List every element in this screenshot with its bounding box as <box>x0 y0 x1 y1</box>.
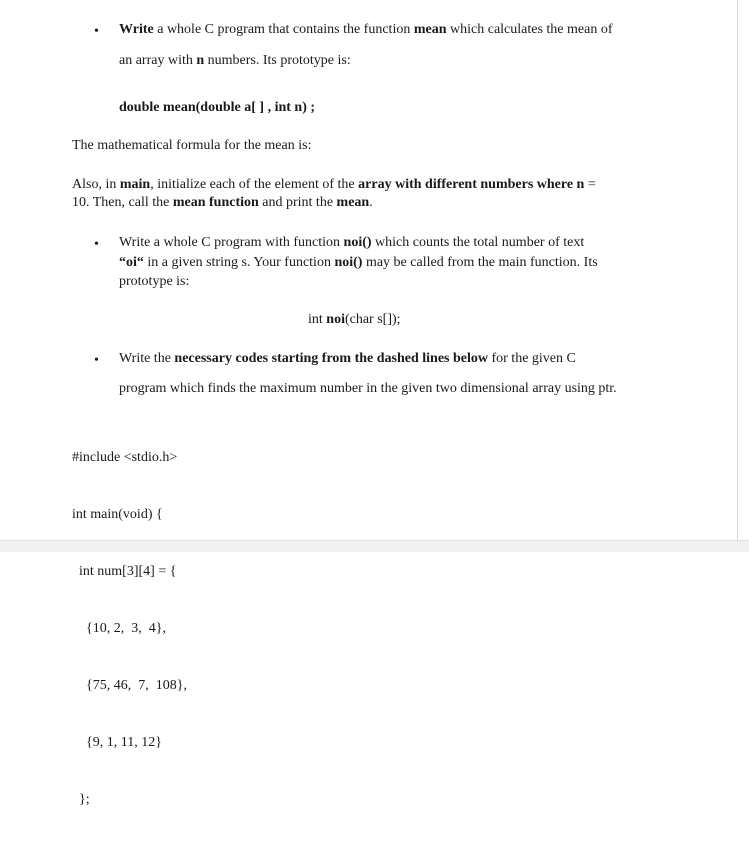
q3-line2: program which finds the maximum number in the given two dimensional array using ptr. <box>119 381 617 396</box>
q1-write-word: Write <box>119 22 154 37</box>
bullet-q1: • <box>94 24 99 39</box>
q1-mean-word: mean <box>413 22 447 37</box>
q2-line3: prototype is: <box>119 274 190 289</box>
q2-proto-noi: noi <box>326 312 345 327</box>
also-text-b: , initialize each of the element of the <box>150 177 359 192</box>
code-line: {10, 2, 3, 4}, <box>72 621 166 636</box>
q1-n-word: n <box>196 53 205 68</box>
q1-text-d: numbers. Its prototype is: <box>204 53 351 68</box>
code-line: int num[3][4] = { <box>72 564 177 579</box>
q2-noi-word-2: noi() <box>334 255 363 270</box>
q3-text-b: for the given C <box>487 351 576 366</box>
q1-prototype-text: double mean(double a[ ] , int n) ; <box>119 100 316 115</box>
q1-prototype <box>119 100 315 116</box>
also-text-e: and print the <box>258 195 337 210</box>
q2-proto-int: int <box>308 312 327 327</box>
also-line1 <box>72 177 596 193</box>
code-line: }; <box>72 792 90 807</box>
q2-text-d: may be called from the main function. Its <box>362 255 598 270</box>
q2-oi-word: “oi“ <box>119 255 144 270</box>
q1-text-b: which calculates the mean of <box>446 22 613 37</box>
q1-text-c: an array with <box>119 53 197 68</box>
bullet-q3: • <box>94 353 99 368</box>
formula-text: The mathematical formula for the mean is: <box>72 138 312 153</box>
horizontal-scrollbar[interactable] <box>0 540 749 552</box>
page-edge <box>737 0 738 540</box>
also-text-d: 10. Then, call the <box>72 195 173 210</box>
also-array-phrase: array with different numbers where n <box>358 177 585 192</box>
also-line2 <box>72 195 373 211</box>
q3-line1 <box>119 351 576 367</box>
bullet-q2: • <box>94 237 99 252</box>
also-mean-word: mean <box>336 195 370 210</box>
code-line: int main(void) { <box>72 507 163 522</box>
code-block <box>72 410 187 847</box>
q2-noi-word: noi() <box>343 235 372 250</box>
q2-text-b: which counts the total number of text <box>371 235 585 250</box>
q2-line1 <box>119 235 584 251</box>
code-line: {9, 1, 11, 12} <box>72 735 162 750</box>
q2-text-c: in a given string s. Your function <box>143 255 335 270</box>
also-text-a: Also, in <box>72 177 120 192</box>
q2-proto-args: (char s[]); <box>344 312 401 327</box>
q2-text-a: Write a whole C program with function <box>119 235 344 250</box>
code-line: #include <stdio.h> <box>72 450 178 465</box>
q2-line2 <box>119 255 598 271</box>
q1-line2 <box>119 53 351 69</box>
also-mean-function: mean function <box>172 195 259 210</box>
q1-text-a: a whole C program that contains the function <box>153 22 414 37</box>
code-line: {75, 46, 7, 108}, <box>72 678 187 693</box>
also-text-c: = <box>584 177 596 192</box>
also-period: . <box>369 195 373 210</box>
q3-text-a: Write the <box>119 351 175 366</box>
q2-prototype <box>308 312 401 328</box>
also-main-word: main <box>119 177 151 192</box>
q3-bold-phrase: necessary codes starting from the dashed lines below <box>174 351 488 366</box>
q1-line1 <box>119 22 613 38</box>
